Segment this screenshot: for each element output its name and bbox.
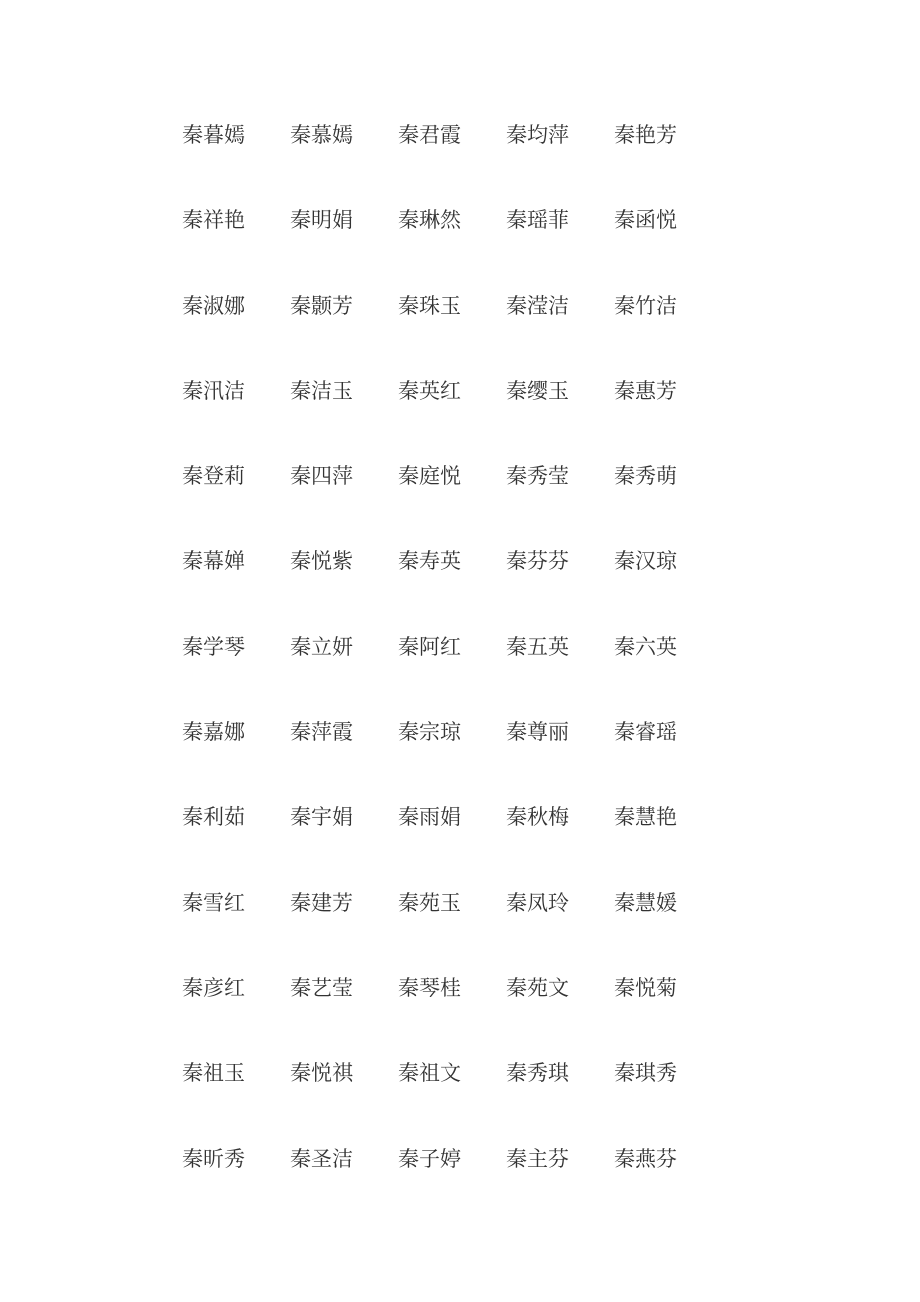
name-row <box>182 372 722 457</box>
name-row <box>182 798 722 883</box>
name-cell: 秦建芳 <box>290 890 353 915</box>
name-cell: 秦瑶菲 <box>506 208 569 233</box>
name-cell: 秦珠玉 <box>398 293 461 318</box>
name-cell: 秦祖玉 <box>182 1061 245 1086</box>
name-cell: 秦洁玉 <box>290 378 353 403</box>
name-row <box>182 542 722 627</box>
name-cell: 秦颢芳 <box>290 293 353 318</box>
name-cell: 秦祖文 <box>398 1061 461 1086</box>
name-cell: 秦函悦 <box>614 208 677 233</box>
name-cell: 秦君霞 <box>398 123 461 147</box>
name-row <box>182 1054 722 1139</box>
name-cell: 秦彦红 <box>182 975 245 1000</box>
name-cell: 秦寿英 <box>398 549 461 574</box>
name-cell: 秦圣洁 <box>290 1146 353 1171</box>
name-cell: 秦萍霞 <box>290 720 353 745</box>
name-cell: 秦琴桂 <box>398 975 461 1000</box>
name-cell: 秦慕嫣 <box>290 123 353 147</box>
name-cell: 秦凤玲 <box>506 890 569 915</box>
name-cell: 秦庭悦 <box>398 464 461 489</box>
name-cell: 秦祥艳 <box>182 208 245 233</box>
name-cell: 秦英红 <box>398 378 461 403</box>
name-row <box>182 628 722 713</box>
name-cell: 秦艳芳 <box>614 123 677 147</box>
name-cell: 秦秋梅 <box>506 805 569 830</box>
name-cell: 秦幕婵 <box>182 549 245 574</box>
name-row <box>182 201 722 286</box>
name-cell: 秦悦菊 <box>614 975 677 1000</box>
name-grid <box>182 116 722 1225</box>
name-cell: 秦秀莹 <box>506 464 569 489</box>
name-cell: 秦宇娟 <box>290 805 353 830</box>
name-cell: 秦登莉 <box>182 464 245 489</box>
name-cell: 秦汛洁 <box>182 378 245 403</box>
name-cell: 秦雪红 <box>182 890 245 915</box>
name-row <box>182 884 722 969</box>
name-cell: 秦苑玉 <box>398 890 461 915</box>
name-cell: 秦悦紫 <box>290 549 353 574</box>
name-cell: 秦淑娜 <box>182 293 245 318</box>
name-cell: 秦均萍 <box>506 123 569 147</box>
name-cell: 秦主芬 <box>506 1146 569 1171</box>
name-cell: 秦暮嫣 <box>182 123 245 147</box>
name-cell: 秦秀萌 <box>614 464 677 489</box>
name-row <box>182 1140 722 1225</box>
name-cell: 秦琳然 <box>398 208 461 233</box>
name-cell: 秦立妍 <box>290 634 353 659</box>
name-cell: 秦苑文 <box>506 975 569 1000</box>
name-row <box>182 713 722 798</box>
name-cell: 秦竹洁 <box>614 293 677 318</box>
name-cell: 秦琪秀 <box>614 1061 677 1086</box>
name-cell: 秦艺莹 <box>290 975 353 1000</box>
name-cell: 秦慧艳 <box>614 805 677 830</box>
name-cell: 秦子婷 <box>398 1146 461 1171</box>
name-cell: 秦缨玉 <box>506 378 569 403</box>
name-cell: 秦利茹 <box>182 805 245 830</box>
name-cell: 秦学琴 <box>182 634 245 659</box>
name-cell: 秦悦祺 <box>290 1061 353 1086</box>
name-cell: 秦慧媛 <box>614 890 677 915</box>
name-cell: 秦五英 <box>506 634 569 659</box>
name-cell: 秦明娟 <box>290 208 353 233</box>
name-cell: 秦燕芬 <box>614 1146 677 1171</box>
name-cell: 秦四萍 <box>290 464 353 489</box>
name-cell: 秦宗琼 <box>398 720 461 745</box>
name-cell: 秦昕秀 <box>182 1146 245 1171</box>
name-cell: 秦睿瑶 <box>614 720 677 745</box>
name-row <box>182 116 722 201</box>
name-cell: 秦芬芬 <box>506 549 569 574</box>
name-cell: 秦阿红 <box>398 634 461 659</box>
name-cell: 秦惠芳 <box>614 378 677 403</box>
name-cell: 秦雨娟 <box>398 805 461 830</box>
name-cell: 秦嘉娜 <box>182 720 245 745</box>
name-cell: 秦汉琼 <box>614 549 677 574</box>
name-cell: 秦滢洁 <box>506 293 569 318</box>
name-cell: 秦尊丽 <box>506 720 569 745</box>
name-row <box>182 969 722 1054</box>
name-row <box>182 457 722 542</box>
name-cell: 秦六英 <box>614 634 677 659</box>
name-cell: 秦秀琪 <box>506 1061 569 1086</box>
name-row <box>182 287 722 372</box>
